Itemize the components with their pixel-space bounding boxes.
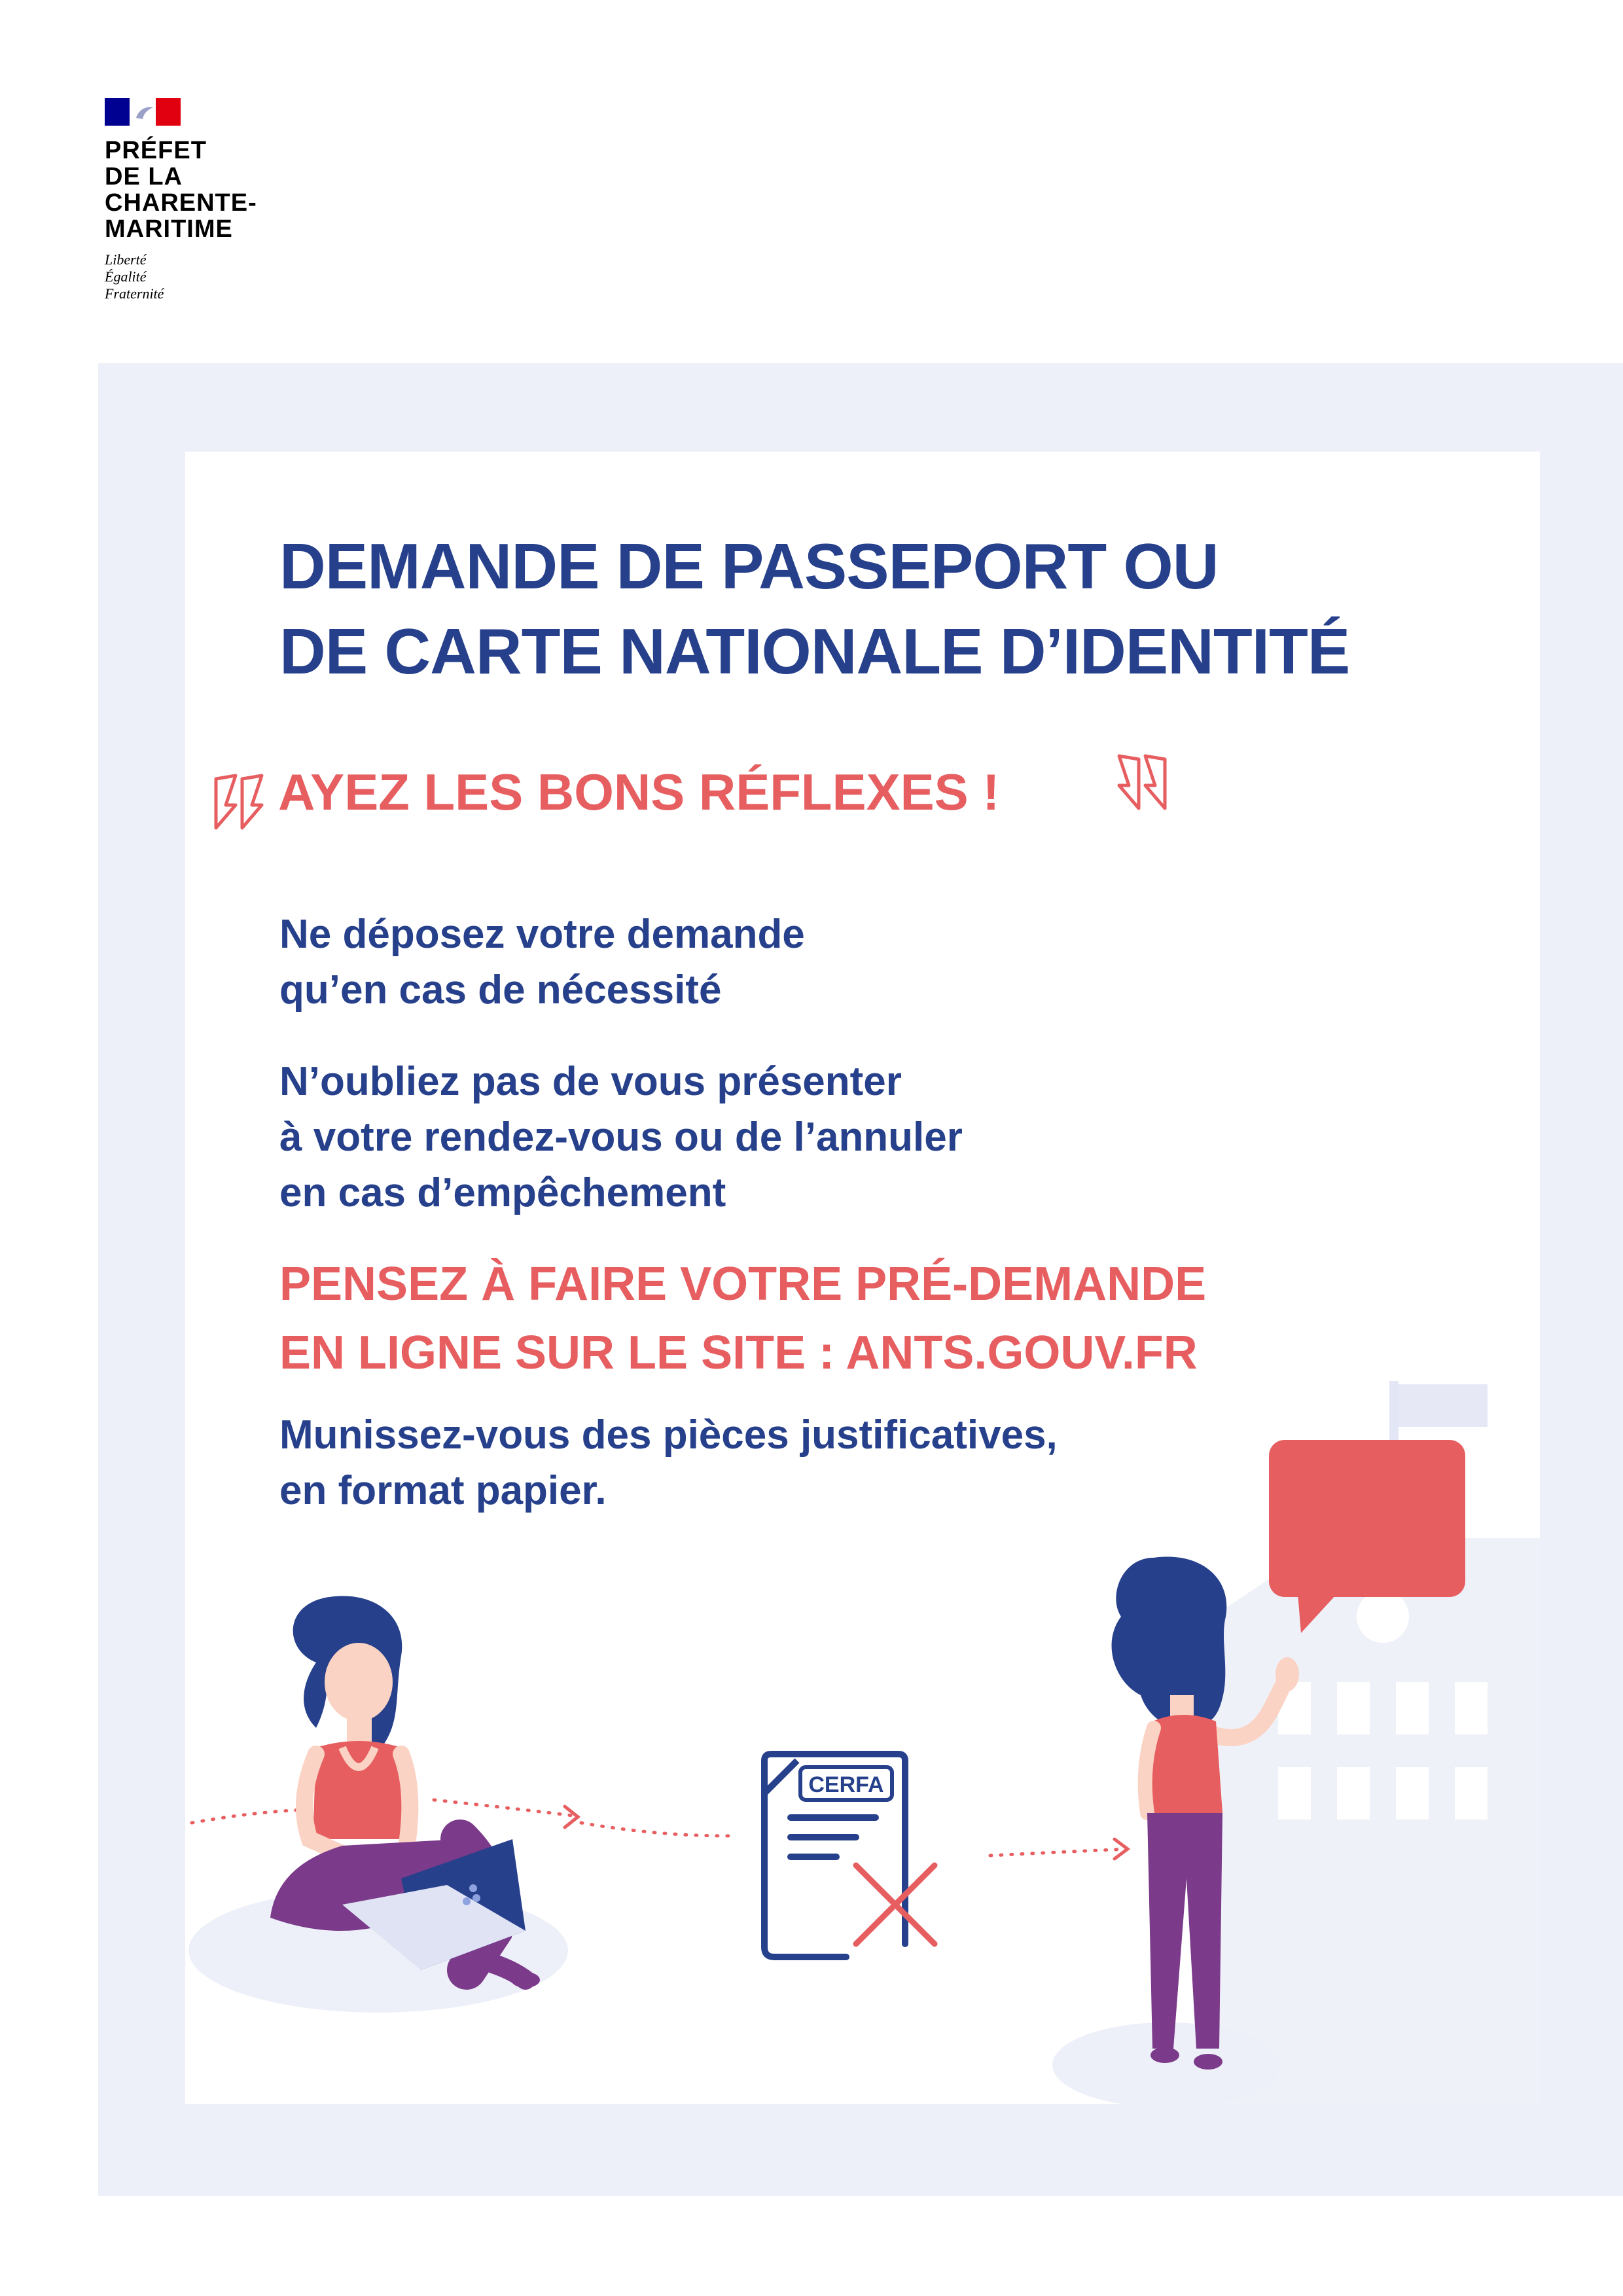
marianne-flag-icon (105, 98, 181, 126)
logo-line: DE LA (105, 163, 183, 190)
advice-line: en cas d’empêchement (279, 1165, 726, 1221)
advice-line: à votre rendez-vous ou de l’annuler (279, 1109, 963, 1165)
advice-line: Munissez-vous des pièces justificatives, (279, 1407, 1058, 1463)
logo-line: MARITIME (105, 215, 233, 243)
prefecture-logo (105, 98, 301, 302)
advice-necessity (279, 906, 805, 1018)
advice-line: PENSEZ À FAIRE VOTRE PRÉ-DEMANDE (279, 1258, 1207, 1310)
advice-line: en format papier. (279, 1463, 607, 1518)
advice-line: EN LIGNE SUR LE SITE : ANTS.GOUV.FR (279, 1327, 1198, 1379)
cerfa-document-icon (764, 1754, 905, 1957)
logo-line: PRÉFET (105, 137, 207, 164)
dotted-arrow-right (990, 1849, 1128, 1856)
motto-line: Liberté (105, 251, 147, 268)
advice-pre-request (279, 1250, 1206, 1388)
open-quote-icon (203, 766, 275, 838)
cross-icon (856, 1865, 935, 1944)
title-line: DEMANDE DE PASSEPORT OU (279, 530, 1219, 602)
cerfa-label: CERFA (808, 1772, 884, 1797)
prefecture-name (105, 137, 301, 242)
close-quote-icon (1106, 746, 1191, 818)
republic-motto (105, 251, 301, 302)
motto-line: Fraternité (105, 285, 164, 302)
page-title (279, 524, 1349, 694)
advice-line: qu’en cas de nécessité (279, 962, 721, 1018)
advice-line: Ne déposez votre demande (279, 906, 805, 962)
motto-line: Égalité (105, 268, 147, 285)
slogan: AYEZ LES BONS RÉFLEXES ! (278, 763, 1000, 821)
title-line: DE CARTE NATIONALE D’IDENTITÉ (279, 615, 1350, 687)
advice-line: N’oubliez pas de vous présenter (279, 1054, 902, 1109)
woman-with-laptop (188, 1596, 568, 2013)
logo-line: CHARENTE- (105, 189, 257, 217)
advice-appointment (279, 1054, 963, 1221)
advice-documents (279, 1407, 1058, 1518)
